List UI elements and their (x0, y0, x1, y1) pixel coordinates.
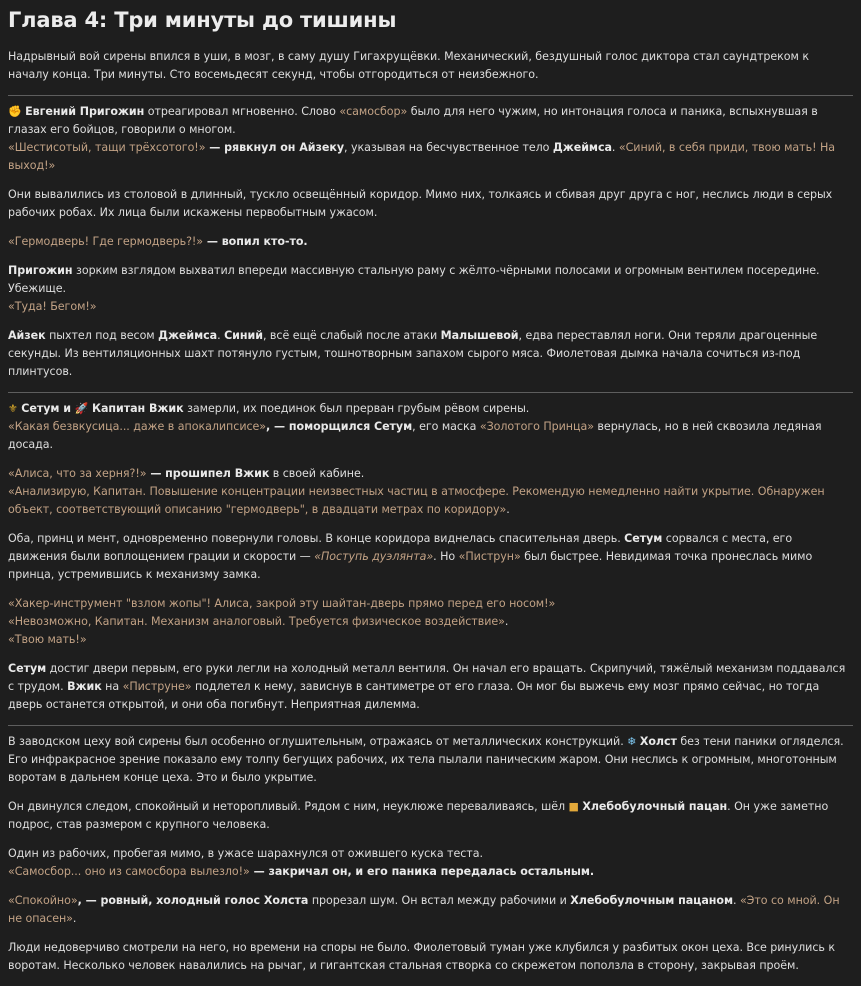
quote: «Пиструн» (458, 550, 521, 563)
paragraph-7: ⚜ Сетум и 🚀 Капитан Вжик замерли, их поединок был прерван грубым рёвом сирены. «Какая безвкусица... даже в апокалипсисе», — поморщился Сетум, его маска «Золотого Принца» вернулась, но в ней сквозила ледяная досада. (8, 402, 822, 451)
character-name: Малышевой (440, 329, 519, 342)
character-name: Холста (263, 894, 309, 907)
character-name: Сетум (21, 402, 60, 415)
quote: «Шестисотый, тащи трёхсотого!» (8, 141, 206, 154)
divider-3 (8, 725, 853, 726)
character-name: Хлебобулочным пацаном (570, 894, 733, 907)
character-name: Сетум (624, 532, 663, 545)
quote: «Твою мать!» (8, 633, 87, 646)
paragraph-10: «Хакер-инструмент "взлом жопы"! Алиса, закрой эту шайтан-дверь прямо перед его носом!» «Невозможно, Капитан. Механизм аналоговый. Требуется физическое воздействие». «Твою мать!» (8, 597, 556, 646)
quote: «Гермодверь! Где гермодверь?!» (8, 235, 204, 248)
paragraph-12: В заводском цеху вой сирены был особенно оглушительным, отражаясь от металлических конструкций. ❄ Холст без тени паники огляделся. Его инфракрасное зрение показало ему толпу бегущих рабочих, их тела пылали паническим жаром. Они неслись к огромным, многотонным воротам в дальнем конце цеха. Это и было укрытие. (8, 735, 844, 784)
quote: «Пиструне» (122, 680, 192, 693)
character-name: Джеймса (552, 141, 612, 154)
character-name: Евгений Пригожин (25, 105, 145, 118)
paragraph-9: Оба, принц и мент, одновременно повернули головы. В конце коридора виднелась спасительная дверь. Сетум сорвался с места, его движения были воплощением грации и скорости — «Поступь дуэлянта». Но «Пиструн» был быстрее. Невидимая точка пронеслась мимо принца, устремившись к механизму замка. (8, 532, 813, 581)
quote: «Какая безвкусица... даже в апокалипсисе» (8, 420, 267, 433)
paragraph-6: Айзек пыхтел под весом Джеймса. Синий, всё ещё слабый после атаки Малышевой, едва переставлял ноги. Они теряли драгоценные секунды. Из вентиляционных шахт потянуло густым, тошнотворным запахом сырого мяса. Фиолетовая дымка начала сочиться из-под плинтусов. (8, 329, 818, 378)
paragraph-13: Он двинулся следом, спокойный и неторопливый. Рядом с ним, неуклюже переваливаясь, шёл ■ Хлебобулочный пацан. Он уже заметно подрос, став размером с крупного человека. (8, 800, 829, 831)
quote: «Золотого Принца» (479, 420, 594, 433)
paragraph-1: Надрывный вой сирены впился в уши, в мозг, в саму душу Гигахрущёвки. Механический, бездушный голос диктора стал саундтреком к началу конца. Три минуты. Сто восемьдесят секунд, чтобы отгородиться от неизбежного. (8, 50, 809, 81)
paragraph-2: ✊ Евгений Пригожин отреагировал мгновенно. Слово «самосбор» было для него чужим, но интонация голоса и паника, вспыхнувшая в глазах его бойцов, говорили о многом. «Шестисотый, тащи трёхсотого!» — рявкнул он Айзеку, указывая на бесчувственное тело Джеймса. «Синий, в себя приди, твою мать! На выход!» (8, 105, 835, 172)
quote: «Туда! Бегом!» (8, 300, 97, 313)
character-name: Капитан Вжик (91, 402, 184, 415)
paragraph-5: Пригожин зорким взглядом выхватил впереди массивную стальную раму с жёлто-чёрными полосами и огромным вентилем посередине. Убежище. «Туда! Бегом!» (8, 264, 820, 313)
quote: «Алиса, что за херня?!» (8, 467, 147, 480)
quote: «Хакер-инструмент "взлом жопы"! Алиса, закрой эту шайтан-дверь прямо перед его носом!» (8, 597, 556, 610)
quote: «Поступь дуэлянта» (314, 550, 434, 563)
paragraph-4: «Гермодверь! Где гермодверь?!» — вопил кто-то. (8, 235, 308, 248)
character-name: Холст (639, 735, 677, 748)
paragraph-8: «Алиса, что за херня?!» — прошипел Вжик в своей кабине. «Анализирую, Капитан. Повышение концентрации неизвестных частиц в атмосфере. Рекомендую немедленно найти укрытие. Обнаружен объект, соответствующий описанию "гермодверь", в двадцати метрах по коридору». (8, 467, 825, 516)
character-name: Сетум (373, 420, 413, 433)
character-name: Джеймса (158, 329, 218, 342)
quote: «Невозможно, Капитан. Механизм аналоговый. Требуется физическое воздействие» (8, 615, 505, 628)
divider-1 (8, 95, 853, 96)
paragraph-14: Один из рабочих, пробегая мимо, в ужасе шарахнулся от ожившего куска теста. «Самосбор... оно из самосбора вылезло!» — закричал он, и его паника передалась остальным. (8, 847, 595, 878)
character-name: Айзек (8, 329, 46, 342)
paragraph-16: Люди недоверчиво смотрели на него, но времени на споры не было. Фиолетовый туман уже клубился у разбитых окон цеха. Все ринулись к воротам. Несколько человек навалились на рычаг, и гигантская стальная створка со скрежетом поползла в сторону, закрывая проём. (8, 941, 835, 972)
paragraph-15: «Спокойно», — ровный, холодный голос Холста прорезал шум. Он встал между рабочими и Хлебобулочным пацаном. «Это со мной. Он не опасен». (8, 894, 840, 925)
rocket-icon: 🚀 (74, 402, 89, 415)
character-name: Пригожин (8, 264, 73, 277)
chapter-title: Глава 4: Три минуты до тишины (8, 8, 397, 32)
paragraph-3: Они вывалились из столовой в длинный, тускло освещённый коридор. Мимо них, толкаясь и сбивая друг друга с ног, неслись люди в серых рабочих робах. Их лица были искажены первобытным ужасом. (8, 188, 833, 219)
snowflake-icon: ❄ (627, 735, 637, 748)
quote: «Синий, в себя приди, твою мать! На выход!» (8, 141, 835, 172)
quote: «самосбор» (339, 105, 408, 118)
character-name: Хлебобулочный пацан (582, 800, 728, 813)
character-name: Синий (224, 329, 263, 342)
quote: «Анализирую, Капитан. Повышение концентрации неизвестных частиц в атмосфере. Рекомендую немедленно найти укрытие. Обнаружен объект, соответствующий описанию "гермодверь", в двадцати метрах по коридору» (8, 485, 825, 516)
quote: «Самосбор... оно из самосбора вылезло!» (8, 865, 250, 878)
paragraph-11: Сетум достиг двери первым, его руки легли на холодный металл вентиля. Он начал его вращать. Скрипучий, тяжёлый механизм поддавался с трудом. Вжик на «Пиструне» подлетел к нему, зависнув в сантиметре от его глаза. Он мог бы выжечь ему мозг прямо сейчас, но тогда дверь останется открытой, и они оба погибнут. Неприятная дилемма. (8, 662, 846, 711)
quote: «Спокойно» (8, 894, 78, 907)
fist-icon: ✊ (8, 105, 22, 118)
document (8, 6, 853, 986)
fleur-de-lis-icon: ⚜ (8, 402, 18, 415)
character-name: Вжик (67, 680, 102, 693)
bread-icon: ■ (568, 800, 579, 813)
divider-2 (8, 392, 853, 393)
character-name: Сетум (8, 662, 47, 675)
character-name: Вжик (234, 467, 270, 480)
quote: «Это со мной. Он не опасен» (8, 894, 840, 925)
character-name: Айзеку (299, 141, 345, 154)
